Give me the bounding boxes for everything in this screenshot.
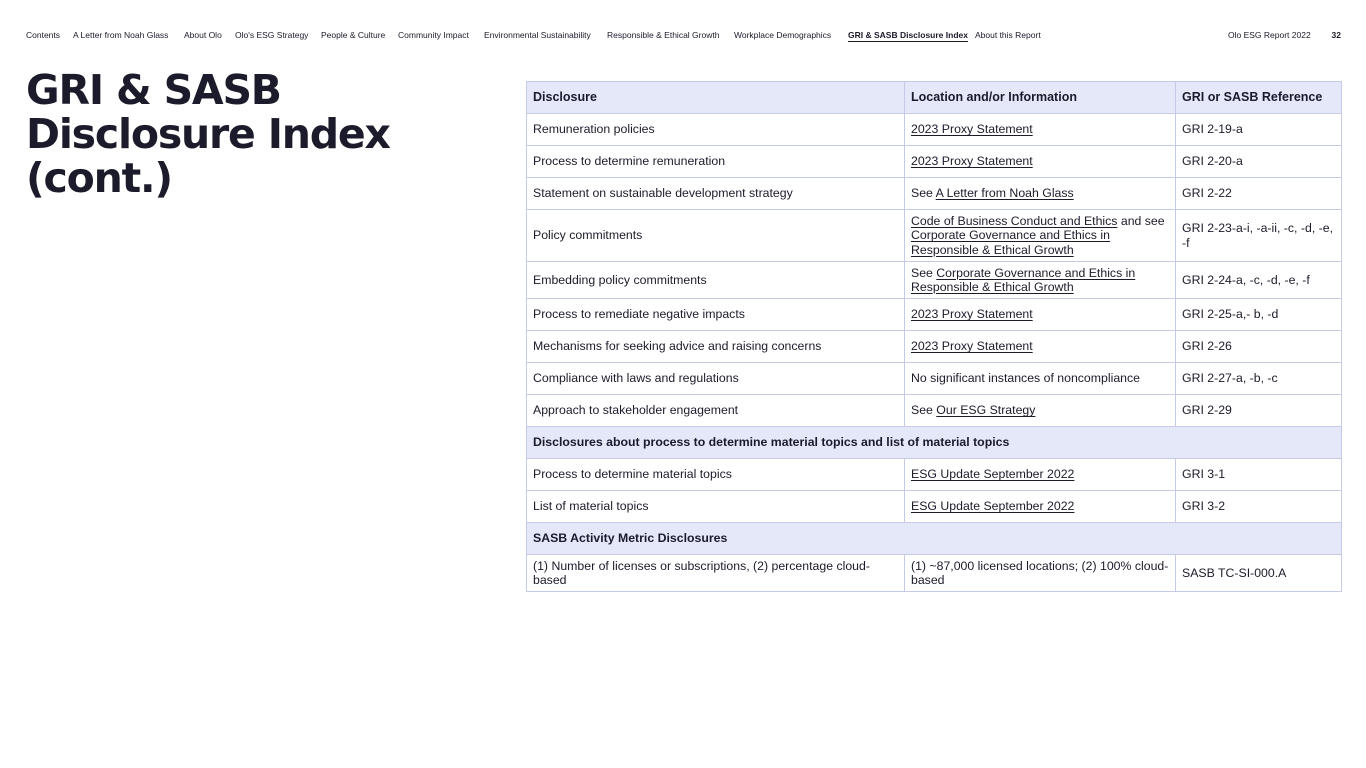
top-navigation bbox=[26, 30, 1341, 44]
table-header-row bbox=[527, 82, 1342, 114]
proxy-statement-link[interactable]: 2023 Proxy Statement bbox=[911, 122, 1033, 137]
table-row bbox=[527, 395, 1342, 427]
corporate-governance-link[interactable]: Corporate Governance and Ethics in Responsible & Ethical Growth bbox=[911, 265, 1136, 294]
disclosure-cell: Process to determine material topics bbox=[527, 459, 905, 491]
disclosure-index-table bbox=[526, 81, 1342, 592]
disclosure-cell: Remuneration policies bbox=[527, 114, 905, 146]
location-prefix: See bbox=[911, 403, 937, 418]
column-header-disclosure: Disclosure bbox=[527, 82, 905, 114]
disclosure-cell: Embedding policy commitments bbox=[527, 262, 905, 299]
nav-responsible-ethical-growth[interactable]: Responsible & Ethical Growth bbox=[607, 30, 720, 40]
disclosure-cell: Approach to stakeholder engagement bbox=[527, 395, 905, 427]
location-cell bbox=[905, 395, 1176, 427]
reference-cell: GRI 2-20-a bbox=[1176, 146, 1342, 178]
location-cell bbox=[905, 114, 1176, 146]
reference-cell: GRI 3-1 bbox=[1176, 459, 1342, 491]
page-title bbox=[26, 68, 486, 200]
location-cell: No significant instances of noncompliance bbox=[905, 363, 1176, 395]
location-cell bbox=[905, 178, 1176, 210]
proxy-statement-link[interactable]: 2023 Proxy Statement bbox=[911, 339, 1033, 354]
page-title-line-1: GRI & SASB bbox=[26, 66, 281, 114]
table-row bbox=[527, 491, 1342, 523]
location-cell bbox=[905, 331, 1176, 363]
location-cell bbox=[905, 299, 1176, 331]
disclosure-cell: Statement on sustainable development strategy bbox=[527, 178, 905, 210]
nav-workplace-demographics[interactable]: Workplace Demographics bbox=[734, 30, 832, 40]
nav-community-impact[interactable]: Community Impact bbox=[398, 30, 469, 40]
nav-environmental-sustainability[interactable]: Environmental Sustainability bbox=[484, 30, 591, 40]
location-cell bbox=[905, 146, 1176, 178]
page-title-line-2: Disclosure Index (cont.) bbox=[26, 110, 390, 202]
location-cell bbox=[905, 459, 1176, 491]
reference-cell: GRI 2-25-a,- b, -d bbox=[1176, 299, 1342, 331]
disclosure-cell: Process to determine remuneration bbox=[527, 146, 905, 178]
proxy-statement-link[interactable]: 2023 Proxy Statement bbox=[911, 307, 1033, 322]
location-cell: (1) ~87,000 licensed locations; (2) 100% cloud-based bbox=[905, 555, 1176, 592]
reference-cell: GRI 2-23-a-i, -a-ii, -c, -d, -e, -f bbox=[1176, 210, 1342, 262]
disclosure-cell: Policy commitments bbox=[527, 210, 905, 262]
corporate-governance-link[interactable]: Corporate Governance and Ethics in Responsible & Ethical Growth bbox=[911, 228, 1110, 257]
reference-cell: GRI 2-22 bbox=[1176, 178, 1342, 210]
location-prefix: See bbox=[911, 186, 936, 201]
disclosure-cell: Mechanisms for seeking advice and raising concerns bbox=[527, 331, 905, 363]
esg-update-link[interactable]: ESG Update September 2022 bbox=[911, 499, 1075, 514]
table-row bbox=[527, 459, 1342, 491]
section-header-row bbox=[527, 523, 1342, 555]
nav-contents[interactable]: Contents bbox=[26, 30, 61, 40]
column-header-reference: GRI or SASB Reference bbox=[1176, 82, 1342, 114]
our-esg-strategy-link[interactable]: Our ESG Strategy bbox=[936, 403, 1036, 418]
section-header-material-topics: Disclosures about process to determine material topics and list of material topics bbox=[527, 427, 1342, 459]
nav-about-olo[interactable]: About Olo bbox=[184, 30, 222, 40]
location-cell bbox=[905, 491, 1176, 523]
page-number: 32 bbox=[1331, 30, 1341, 40]
table-row bbox=[527, 210, 1342, 262]
reference-cell: GRI 2-29 bbox=[1176, 395, 1342, 427]
location-cell bbox=[905, 210, 1176, 262]
table-row bbox=[527, 331, 1342, 363]
reference-cell: GRI 3-2 bbox=[1176, 491, 1342, 523]
table-row bbox=[527, 114, 1342, 146]
report-title: Olo ESG Report 2022 bbox=[1228, 30, 1311, 40]
table-row bbox=[527, 178, 1342, 210]
disclosure-cell: List of material topics bbox=[527, 491, 905, 523]
reference-cell: SASB TC-SI-000.A bbox=[1176, 555, 1342, 592]
reference-cell: GRI 2-27-a, -b, -c bbox=[1176, 363, 1342, 395]
nav-olos-esg-strategy[interactable]: Olo's ESG Strategy bbox=[235, 30, 309, 40]
nav-letter-from-noah-glass[interactable]: A Letter from Noah Glass bbox=[73, 30, 169, 40]
table-row bbox=[527, 262, 1342, 299]
reference-cell: GRI 2-24-a, -c, -d, -e, -f bbox=[1176, 262, 1342, 299]
reference-cell: GRI 2-19-a bbox=[1176, 114, 1342, 146]
nav-about-this-report[interactable]: About this Report bbox=[975, 30, 1041, 40]
column-header-location: Location and/or Information bbox=[905, 82, 1176, 114]
table-row bbox=[527, 299, 1342, 331]
nav-people-culture[interactable]: People & Culture bbox=[321, 30, 386, 40]
section-header-sasb-activity-metrics: SASB Activity Metric Disclosures bbox=[527, 523, 1342, 555]
table-row bbox=[527, 363, 1342, 395]
reference-cell: GRI 2-26 bbox=[1176, 331, 1342, 363]
disclosure-cell: Process to remediate negative impacts bbox=[527, 299, 905, 331]
esg-update-link[interactable]: ESG Update September 2022 bbox=[911, 467, 1075, 482]
table-row bbox=[527, 555, 1342, 592]
section-header-row bbox=[527, 427, 1342, 459]
location-connector: and see bbox=[1117, 213, 1165, 228]
proxy-statement-link[interactable]: 2023 Proxy Statement bbox=[911, 154, 1033, 169]
table-row bbox=[527, 146, 1342, 178]
nav-gri-sasb-disclosure-index[interactable]: GRI & SASB Disclosure Index bbox=[848, 30, 968, 40]
location-prefix: See bbox=[911, 265, 937, 280]
disclosure-cell: Compliance with laws and regulations bbox=[527, 363, 905, 395]
letter-from-noah-glass-link[interactable]: A Letter from Noah Glass bbox=[935, 186, 1074, 201]
disclosure-cell: (1) Number of licenses or subscriptions, (2) percentage cloud-based bbox=[527, 555, 905, 592]
location-cell bbox=[905, 262, 1176, 299]
code-of-conduct-link[interactable]: Code of Business Conduct and Ethics bbox=[911, 213, 1118, 228]
